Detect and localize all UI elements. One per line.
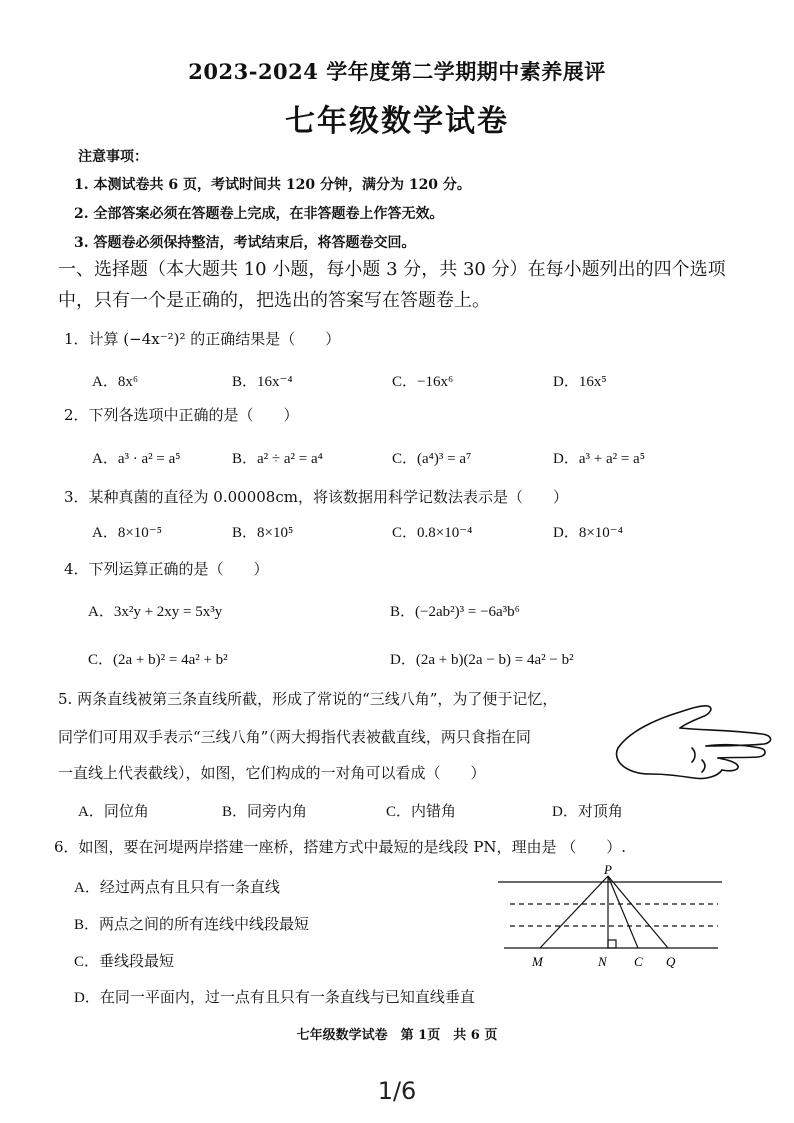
q4-option-b: B．(−2ab²)³ = −6a³b⁶ bbox=[390, 604, 520, 620]
q6-option-b: B．两点之间的所有连线中线段最短 bbox=[74, 917, 310, 933]
q2-option-c: C．(a⁴)³ = a⁷ bbox=[392, 451, 472, 467]
question-3-stem: 3．某种真菌的直径为 0.00008cm，将该数据用科学记数法表示是（ ） bbox=[64, 488, 568, 506]
question-2-stem: 2．下列各选项中正确的是（ ） bbox=[64, 406, 299, 424]
q3-option-a: A．8×10⁻⁵ bbox=[92, 525, 162, 541]
question-1-stem: 1．计算 (−4x⁻²)² 的正确结果是（ ） bbox=[64, 330, 341, 348]
hands-figure bbox=[610, 700, 780, 784]
q2-option-a: A．a³ · a² = a⁵ bbox=[92, 451, 181, 467]
q5-option-d: D．对顶角 bbox=[552, 804, 623, 820]
notice-item: 2. 全部答案必须在答题卷上完成，在非答题卷上作答无效。 bbox=[74, 206, 444, 222]
question-6-stem: 6．如图，要在河堤两岸搭建一座桥，搭建方式中最短的是线段 PN，理由是 （ ）. bbox=[54, 838, 627, 856]
notice-heading: 注意事项： bbox=[78, 149, 148, 165]
q5-option-b: B．同旁内角 bbox=[222, 804, 308, 820]
exam-title: 七年级数学试卷 bbox=[285, 104, 509, 139]
q3-option-b: B．8×10⁵ bbox=[232, 525, 294, 541]
question-5-line2: 同学们可用双手表示“三线八角”（两大拇指代表被截直线，两只食指在同 bbox=[58, 728, 531, 746]
exam-header-year: 2023-2024 学年度第二学期期中素养展评 bbox=[188, 59, 606, 84]
q1-option-c: C．−16x⁶ bbox=[392, 374, 454, 390]
label-C: C bbox=[634, 954, 643, 969]
label-P: P bbox=[604, 862, 612, 877]
label-N: N bbox=[598, 954, 607, 969]
segment-PM bbox=[540, 876, 608, 948]
notice-item: 3. 答题卷必须保持整洁，考试结束后，将答题卷交回。 bbox=[74, 235, 416, 251]
notice-item: 1. 本测试卷共 6 页，考试时间共 120 分钟，满分为 120 分。 bbox=[74, 177, 471, 193]
page-footer: 七年级数学试卷 第 1页 共 6 页 bbox=[296, 1028, 498, 1043]
q6-option-c: C．垂线段最短 bbox=[74, 954, 175, 970]
segment-PC bbox=[608, 876, 638, 948]
section-instructions-line1: 一、选择题（本大题共 10 小题，每小题 3 分，共 30 分）在每小题列出的四个选项 bbox=[58, 259, 726, 280]
q1-option-a: A．8x⁶ bbox=[92, 374, 139, 390]
segment-PQ bbox=[608, 876, 668, 948]
q4-option-a: A．3x²y + 2xy = 5x³y bbox=[88, 604, 223, 620]
section-instructions-line2: 中，只有一个是正确的，把选出的答案写在答题卷上。 bbox=[58, 290, 490, 311]
q5-option-c: C．内错角 bbox=[386, 804, 457, 820]
river-bridge-figure bbox=[496, 862, 726, 972]
q2-option-b: B．a² ÷ a² = a⁴ bbox=[232, 451, 323, 467]
label-Q: Q bbox=[666, 954, 676, 969]
q5-option-a: A．同位角 bbox=[78, 804, 149, 820]
q3-option-c: C．0.8×10⁻⁴ bbox=[392, 525, 473, 541]
page-indicator: 1/6 bbox=[377, 1077, 417, 1105]
q6-option-d: D．在同一平面内，过一点有且只有一条直线与已知直线垂直 bbox=[74, 990, 475, 1006]
q6-option-a: A．经过两点有且只有一条直线 bbox=[74, 880, 280, 896]
label-M: M bbox=[532, 954, 543, 969]
q4-option-d: D．(2a + b)(2a − b) = 4a² − b² bbox=[390, 652, 574, 668]
q3-option-d: D．8×10⁻⁴ bbox=[553, 525, 623, 541]
question-5-line3: 一直线上代表截线），如图，它们构成的一对角可以看成（ ） bbox=[58, 764, 486, 782]
q2-option-d: D．a³ + a² = a⁵ bbox=[553, 451, 645, 467]
question-4-stem: 4．下列运算正确的是（ ） bbox=[64, 560, 269, 578]
question-5-line1: 5. 两条直线被第三条直线所截，形成了常说的“三线八角”，为了便于记忆， bbox=[58, 690, 558, 708]
q4-option-c: C．(2a + b)² = 4a² + b² bbox=[88, 652, 228, 668]
q1-option-d: D．16x⁵ bbox=[553, 374, 607, 390]
q1-option-b: B．16x⁻⁴ bbox=[232, 374, 293, 390]
